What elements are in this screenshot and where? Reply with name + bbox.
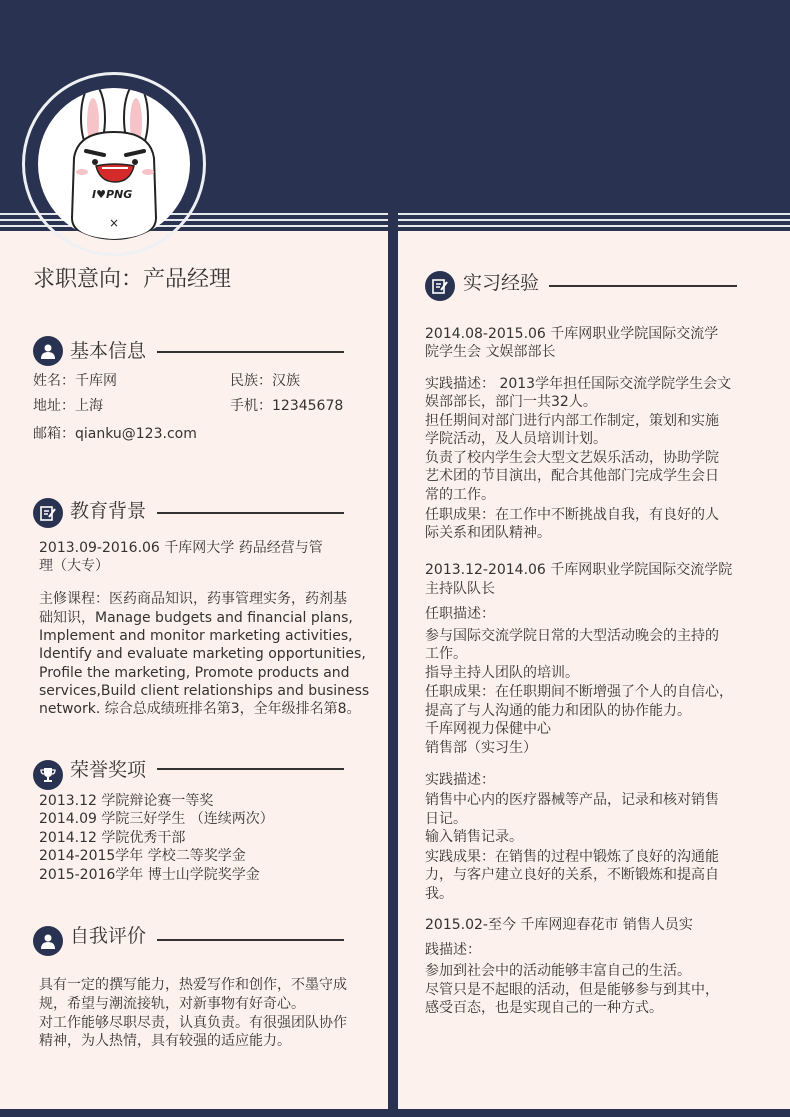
honor-item: 2014.09 学院三好学生 （连续两次）: [39, 811, 274, 827]
job-head-line: 2015.02-至今 千库网迎春花市 销售人员实: [425, 917, 693, 933]
job-body-line: 实践成果：在销售的过程中锻炼了良好的沟通能: [425, 849, 719, 865]
section-title-honors: 荣誉奖项: [70, 759, 147, 781]
course-line: network. 综合总成绩班排名第3，全年级排名第8。: [39, 701, 361, 717]
honor-item: 2014.12 学院优秀干部: [39, 830, 186, 846]
job-body-line: 任职成果：在任职期间不断增强了个人的自信心，: [425, 684, 733, 700]
job-objective: 求职意向：产品经理: [33, 267, 232, 292]
edit-icon: [33, 498, 63, 528]
honor-item: 2013.12 学院辩论赛一等奖: [39, 793, 214, 809]
course-line: 主修课程：医药商品知识，药事管理实务，药剂基: [39, 591, 347, 607]
section-rule: [157, 512, 344, 514]
basic-phone: 手机：12345678: [230, 398, 344, 414]
job-body-line: 千库网视力保健中心: [425, 721, 551, 737]
course-line: Profile the marketing, Promote products and: [39, 665, 350, 681]
trophy-icon: [33, 760, 63, 790]
edit-icon: [425, 271, 455, 301]
user-icon: [33, 336, 63, 366]
section-rule: [157, 768, 344, 770]
section-title-basic: 基本信息: [70, 340, 147, 362]
section-rule: [157, 351, 344, 353]
section-title-education: 教育背景: [70, 500, 147, 522]
job-body-line: 际关系和团队精神。: [425, 525, 551, 541]
job-body-line: 工作。: [425, 646, 467, 662]
honor-item: 2014-2015学年 学校二等奖学金: [39, 848, 246, 864]
job-body-line: 日记。: [425, 811, 467, 827]
job-body-line: 感受百态，也是实现自己的一种方式。: [425, 1000, 663, 1016]
person-icon: [33, 926, 63, 956]
job-head-line: 主持队队长: [425, 581, 495, 597]
section-rule: [157, 939, 344, 941]
honor-item: 2015-2016学年 博士山学院奖学金: [39, 867, 260, 883]
self-line: 对工作能够尽职尽责，认真负责。有很强团队协作: [39, 1015, 347, 1031]
job-body-line: 娱部部长，部门一共32人。: [425, 394, 597, 410]
job-body-line: 负责了校内学生会大型文艺娱乐活动，协助学院: [425, 450, 719, 466]
section-title-internship: 实习经验: [463, 272, 540, 294]
job-body-line: 提高了与人沟通的能力和团队的协作能力。: [425, 703, 691, 719]
job-body-line: 任职描述：: [425, 606, 495, 622]
job-body-line: 常的工作。: [425, 487, 495, 503]
job-body-line: 参加到社会中的活动能够丰富自己的生活。: [425, 963, 691, 979]
job-body-line: 担任期间对部门进行内部工作制定，策划和实施: [425, 413, 719, 429]
self-line: 规，希望与潮流接轨，对新事物有好奇心。: [39, 996, 305, 1012]
job-body-line: 任职成果：在工作中不断挑战自我，有良好的人: [425, 507, 719, 523]
job-head-line: 院学生会 文娱部部长: [425, 344, 556, 360]
avatar: [38, 88, 190, 240]
education-line: 理（大专）: [39, 558, 109, 574]
avatar-mark: ×: [109, 216, 120, 230]
footer-bar: [0, 1109, 790, 1117]
job-head-line: 2014.08-2015.06 千库网职业学院国际交流学: [425, 326, 719, 342]
basic-name: 姓名：千库网: [33, 373, 117, 389]
basic-address: 地址：上海: [33, 398, 103, 414]
job-head-line: 2013.12-2014.06 千库网职业学院国际交流学院: [425, 562, 733, 578]
job-body-line: 艺术团的节目演出，配合其他部门完成学生会日: [425, 468, 719, 484]
course-line: services,Build client relationships and business: [39, 683, 370, 699]
course-line: Identify and evaluate marketing opportunities,: [39, 646, 366, 662]
job-body-line: 力，与客户建立良好的关系，不断锻炼和提高自: [425, 867, 719, 883]
job-body-line: 践描述：: [425, 942, 481, 958]
job-body-line: 学院活动，及人员培训计划。: [425, 431, 607, 447]
section-rule: [549, 285, 737, 287]
column-divider: [388, 213, 398, 1117]
job-body-line: 销售部（实习生）: [425, 740, 537, 756]
self-line: 精神，为人热情，具有较强的适应能力。: [39, 1033, 291, 1049]
job-body-line: 输入销售记录。: [425, 829, 523, 845]
job-body-line: 尽管只是不起眼的活动，但是能够参与到其中，: [425, 982, 719, 998]
job-body-line: 我。: [425, 886, 453, 902]
basic-email: 邮箱：qianku@123.com: [33, 426, 197, 442]
job-body-line: 实践描述：: [425, 772, 495, 788]
course-line: 础知识，Manage budgets and financial plans,: [39, 610, 353, 626]
avatar-badge: I♥PNG: [92, 188, 133, 201]
job-body-line: 参与国际交流学院日常的大型活动晚会的主持的: [425, 628, 719, 644]
job-body-line: 销售中心内的医疗器械等产品，记录和核对销售: [425, 792, 719, 808]
self-line: 具有一定的撰写能力，热爱写作和创作，不墨守成: [39, 977, 347, 993]
education-line: 2013.09-2016.06 千库网大学 药品经营与管: [39, 540, 323, 556]
basic-ethnicity: 民族：汉族: [230, 373, 300, 389]
job-body-line: 实践描述： 2013学年担任国际交流学院学生会文: [425, 376, 732, 392]
job-body-line: 指导主持人团队的培训。: [425, 665, 579, 681]
section-title-self: 自我评价: [70, 925, 147, 947]
course-line: Implement and monitor marketing activities,: [39, 628, 353, 644]
